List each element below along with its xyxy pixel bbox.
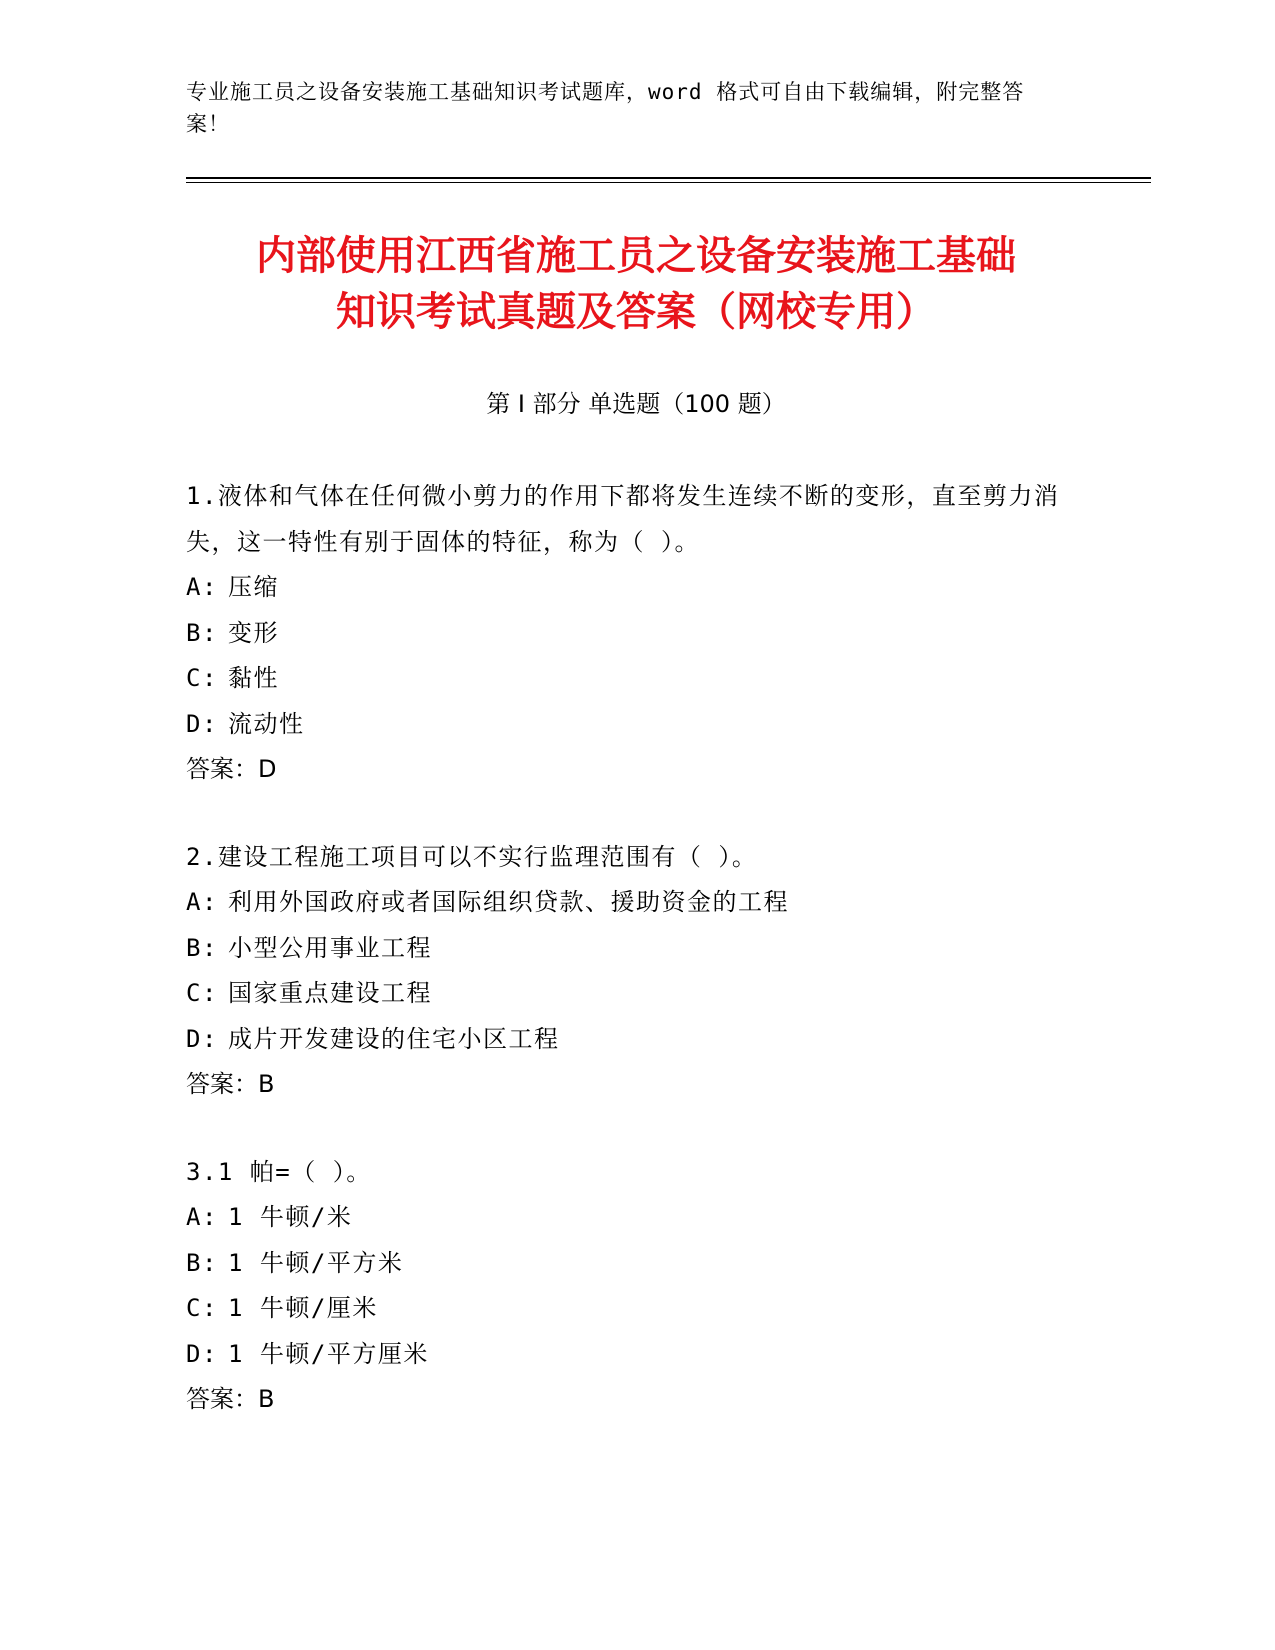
option-c: [186, 1286, 1066, 1332]
option-key: D:: [186, 1339, 218, 1368]
question-stem: 1.液体和气体在任何微小剪力的作用下都将发生连续不断的变形，直至剪力消失，这一特性有别于固体的特征，称为（ ）。: [186, 482, 1060, 556]
header-divider-thick: [186, 177, 1151, 179]
option-key: D:: [186, 1024, 218, 1053]
option-key: C:: [186, 979, 218, 1007]
option-c: [186, 971, 1066, 1017]
question-stem: 2.建设工程施工项目可以不实行监理范围有（ ）。: [186, 842, 758, 871]
option-key: B:: [186, 618, 218, 647]
option-text: 变形: [228, 618, 279, 647]
option-c: [186, 656, 1066, 702]
option-a: [186, 565, 1066, 611]
section-title: 第 I 部分 单选题（100 题）: [486, 390, 786, 418]
option-b: [186, 1241, 1066, 1287]
document-title: [186, 228, 1086, 340]
header-divider-thin: [186, 182, 1151, 183]
option-d: [186, 1332, 1066, 1378]
document-title-line-1: 内部使用江西省施工员之设备安装施工基础: [256, 233, 1016, 279]
option-text: 国家重点建设工程: [228, 979, 432, 1007]
option-key: D:: [186, 709, 218, 738]
answer-line: 答案：D: [186, 755, 277, 783]
option-b: [186, 611, 1066, 657]
question-list: [186, 474, 1066, 1465]
option-key: B:: [186, 933, 218, 962]
document-title-line-2: 知识考试真题及答案（网校专用）: [336, 289, 936, 335]
answer-line: 答案：B: [186, 1070, 275, 1098]
option-d: [186, 1017, 1066, 1063]
option-d: [186, 702, 1066, 748]
option-text: 1 牛顿/厘米: [228, 1294, 378, 1322]
option-text: 1 牛顿/米: [228, 1203, 353, 1231]
option-text: 压缩: [228, 573, 279, 601]
option-text: 黏性: [228, 664, 279, 692]
header-note: 专业施工员之设备安装施工基础知识考试题库，word 格式可自由下载编辑，附完整答案！: [186, 80, 1025, 136]
option-text: 流动性: [228, 709, 305, 738]
option-key: C:: [186, 1294, 218, 1322]
option-text: 1 牛顿/平方厘米: [228, 1339, 429, 1368]
option-key: A:: [186, 573, 218, 601]
answer-line: 答案：B: [186, 1385, 275, 1413]
question-2: [186, 835, 1066, 1108]
option-b: [186, 926, 1066, 972]
option-key: A:: [186, 888, 218, 916]
option-a: [186, 1195, 1066, 1241]
question-3: [186, 1150, 1066, 1423]
question-1: [186, 474, 1066, 793]
option-key: A:: [186, 1203, 218, 1231]
option-text: 成片开发建设的住宅小区工程: [228, 1024, 560, 1053]
option-key: B:: [186, 1248, 218, 1277]
option-a: [186, 880, 1066, 926]
option-text: 利用外国政府或者国际组织贷款、援助资金的工程: [228, 888, 789, 916]
option-key: C:: [186, 664, 218, 692]
option-text: 1 牛顿/平方米: [228, 1248, 404, 1277]
option-text: 小型公用事业工程: [228, 933, 432, 962]
question-stem: 3.1 帕=（ ）。: [186, 1157, 372, 1186]
